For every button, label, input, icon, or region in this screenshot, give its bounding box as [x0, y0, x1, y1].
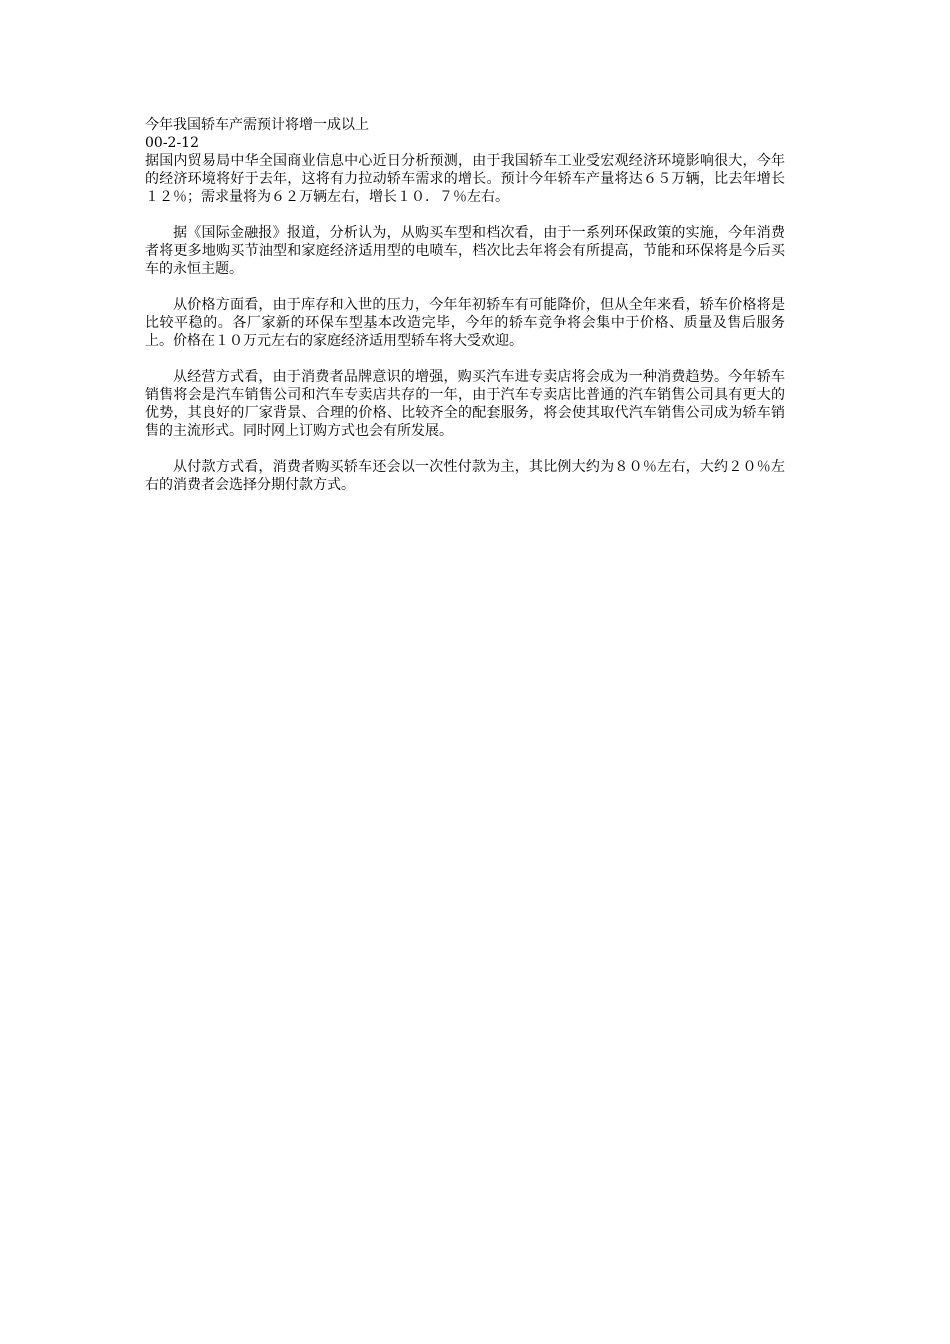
article-date: 00-2-12: [145, 135, 199, 151]
article-title: 今年我国轿车产需预计将增一成以上: [145, 117, 369, 133]
article: [145, 116, 785, 494]
article-paragraph-sales-channel: 从经营方式看，由于消费者品牌意识的增强，购买汽车进专卖店将会成为一种消费趋势。今年轿车销售将会是汽车销售公司和汽车专卖店共存的一年，由于汽车专卖店比普通的汽车销售公司具有更大的优势，其良好的厂家背景、合理的价格、比较齐全的配套服务，将会使其取代汽车销售公司成为轿车销售的主流形式。同时网上订购方式也会有所发展。: [145, 369, 785, 439]
article-paragraph-models: 据《国际金融报》报道，分析认为，从购买车型和档次看，由于一系列环保政策的实施，今年消费者将更多地购买节油型和家庭经济适用型的电喷车，档次比去年将会有所提高，节能和环保将是今后买车的永恒主题。: [145, 225, 785, 277]
article-lead-paragraph: 据国内贸易局中华全国商业信息中心近日分析预测，由于我国轿车工业受宏观经济环境影响很大，今年的经济环境将好于去年，这将有力拉动轿车需求的增长。预计今年轿车产量将达６５万辆，比去年增长１２％；需求量将为６２万辆左右，增长１０．７％左右。: [145, 153, 785, 205]
article-paragraph-payment: 从付款方式看，消费者购买轿车还会以一次性付款为主，其比例大约为８０％左右，大约２０％左右的消费者会选择分期付款方式。: [145, 459, 785, 493]
article-paragraph-price: 从价格方面看，由于库存和入世的压力，今年年初轿车有可能降价，但从全年来看，轿车价格将是比较平稳的。各厂家新的环保车型基本改造完毕，今年的轿车竞争将会集中于价格、质量及售后服务上。价格在１０万元左右的家庭经济适用型轿车将大受欢迎。: [145, 297, 785, 349]
